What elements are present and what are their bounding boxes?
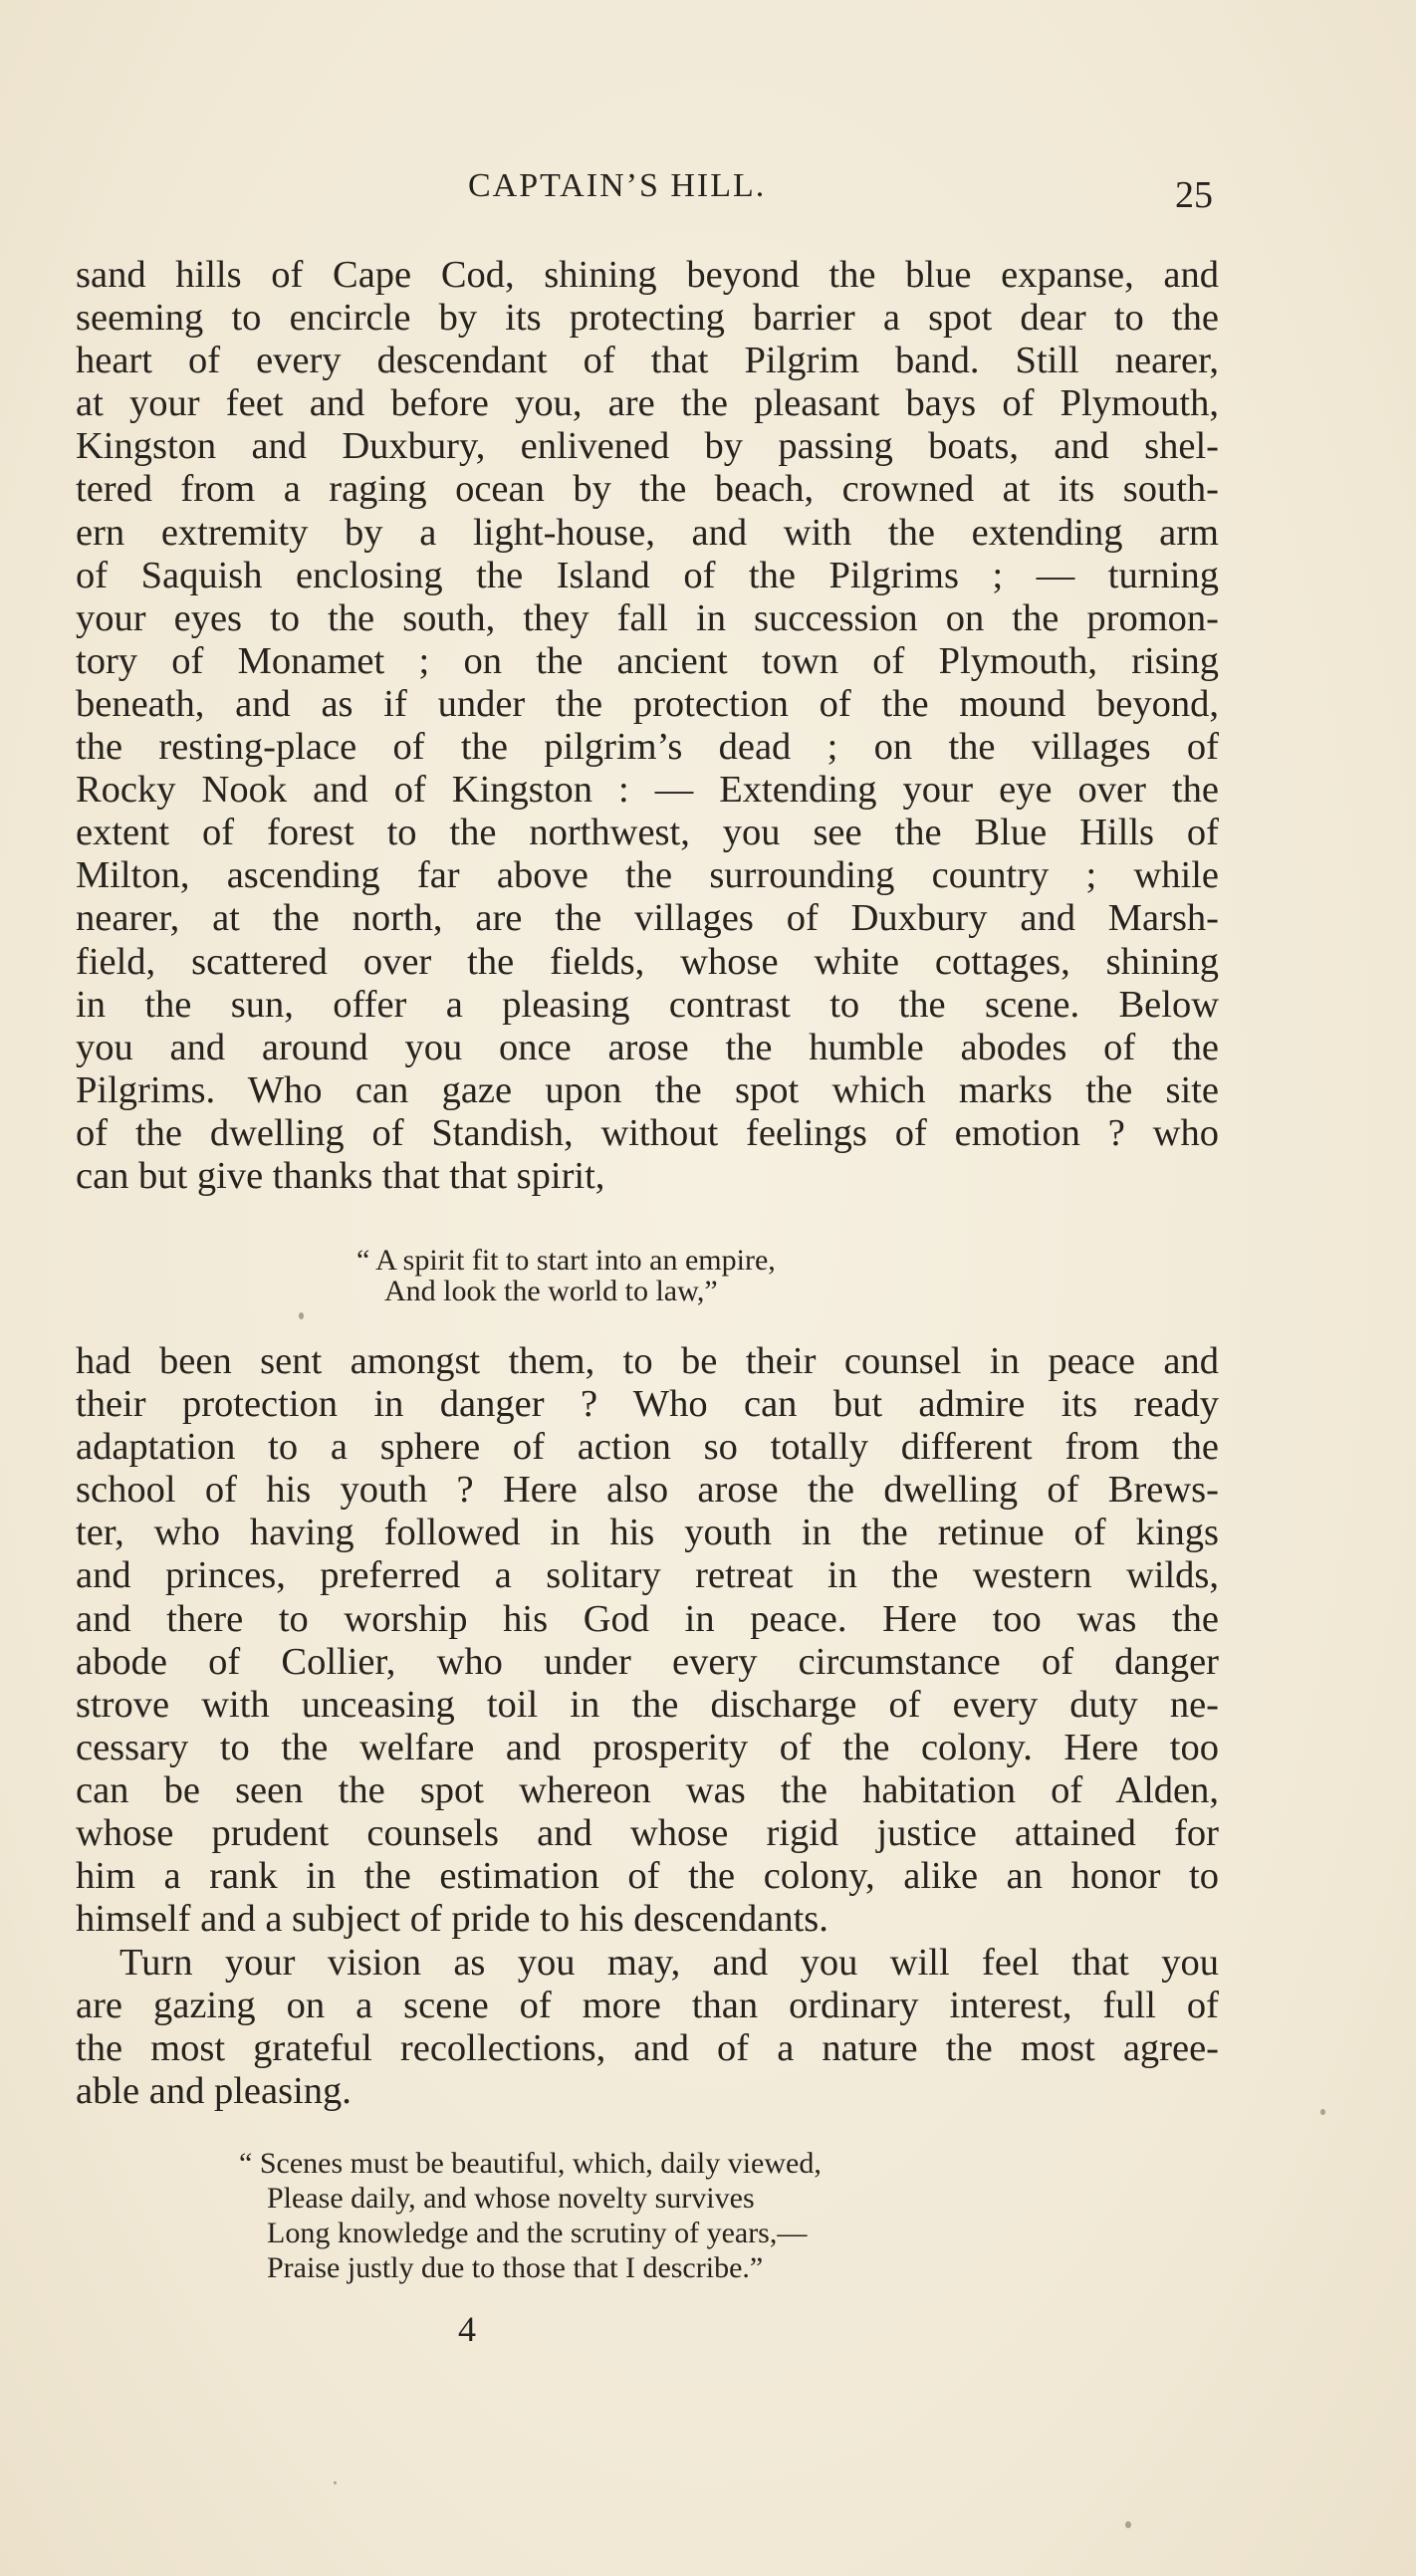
text-line: sand hills of Cape Cod, shining beyond the blue expanse, and — [76, 254, 1219, 296]
verse-quote-2 — [239, 2146, 822, 2285]
text-line: Kingston and Duxbury, enlivened by passing boats, and shel- — [76, 425, 1219, 468]
text-line: himself and a subject of pride to his descendants. — [76, 1898, 828, 1941]
text-line: Rocky Nook and of Kingston : — Extending your eye over the — [76, 769, 1219, 812]
text-line: in the sun, offer a pleasing contrast to the scene. Below — [76, 983, 1219, 1026]
text-line: ter, who having followed in his youth in the retinue of kings — [76, 1512, 1219, 1554]
paper-speck — [1125, 2521, 1131, 2528]
text-line: ern extremity by a light-house, and with the extending arm — [76, 511, 1219, 554]
running-head-title: CAPTAIN’S HILL. — [468, 167, 767, 204]
verse-line: And look the world to law,” — [384, 1275, 718, 1307]
text-line: beneath, and as if under the protection of the mound beyond, — [76, 682, 1219, 725]
text-line: had been sent amongst them, to be their counsel in peace and — [76, 1340, 1219, 1382]
text-line: him a rank in the estimation of the colony, alike an honor to — [76, 1855, 1219, 1898]
text-line: tered from a raging ocean by the beach, crowned at its south- — [76, 468, 1219, 511]
text-line: tory of Monamet ; on the ancient town of Plymouth, rising — [76, 639, 1219, 682]
verse-line: “ Scenes must be beautiful, which, daily viewed, — [239, 2147, 822, 2180]
text-line: abode of Collier, who under every circumstance of danger — [76, 1640, 1219, 1683]
text-line: and there to worship his God in peace. Here too was the — [76, 1597, 1219, 1640]
text-line: your eyes to the south, they fall in succession on the promon- — [76, 596, 1219, 639]
text-line: Milton, ascending far above the surrounding country ; while — [76, 854, 1219, 897]
text-line: can but give thanks that that spirit, — [76, 1154, 605, 1197]
paragraph-1 — [76, 254, 1219, 1198]
paper-speck — [1320, 2109, 1325, 2115]
text-line: the resting-place of the pilgrim’s dead ; on the villages of — [76, 726, 1219, 769]
text-line: Pilgrims. Who can gaze upon the spot which marks the site — [76, 1068, 1219, 1111]
paragraph-3 — [76, 1942, 1219, 2113]
text-line: you and around you once arose the humble abodes of the — [76, 1026, 1219, 1068]
text-line: of Saquish enclosing the Island of the Pilgrims ; — turning — [76, 554, 1219, 596]
text-line: and princes, preferred a solitary retreat in the western wilds, — [76, 1554, 1219, 1597]
text-line: Turn your vision as you may, and you will feel that you — [119, 1942, 1219, 1984]
text-line: the most grateful recollections, and of a nature the most agree- — [76, 2027, 1219, 2070]
text-line: of the dwelling of Standish, without feelings of emotion ? who — [76, 1111, 1219, 1154]
verse-line: Long knowledge and the scrutiny of years,— — [267, 2217, 808, 2249]
text-line: heart of every descendant of that Pilgrim band. Still nearer, — [76, 340, 1219, 382]
verse-line: Praise justly due to those that I describe.” — [267, 2251, 764, 2284]
text-line: their protection in danger ? Who can but admire its ready — [76, 1383, 1219, 1426]
running-head — [0, 167, 1416, 217]
signature-mark: 4 — [458, 2309, 476, 2349]
text-line: whose prudent counsels and whose rigid justice attained for — [76, 1812, 1219, 1855]
text-line: able and pleasing. — [76, 2070, 352, 2113]
text-line: school of his youth ? Here also arose the dwelling of Brews- — [76, 1469, 1219, 1512]
text-line: strove with unceasing toil in the discharge of every duty ne- — [76, 1683, 1219, 1726]
verse-line: Please daily, and whose novelty survives — [267, 2182, 755, 2215]
text-line: extent of forest to the northwest, you see the Blue Hills of — [76, 812, 1219, 854]
paper-speck — [299, 1312, 304, 1319]
paragraph-2 — [76, 1340, 1219, 1941]
text-line: at your feet and before you, are the pleasant bays of Plymouth, — [76, 382, 1219, 425]
verse-line: “ A spirit fit to start into an empire, — [356, 1244, 776, 1277]
verse-quote-1 — [356, 1245, 776, 1306]
text-line: seeming to encircle by its protecting barrier a spot dear to the — [76, 297, 1219, 340]
text-line: field, scattered over the fields, whose white cottages, shining — [76, 940, 1219, 983]
text-line: nearer, at the north, are the villages of Duxbury and Marsh- — [76, 897, 1219, 940]
text-line: adaptation to a sphere of action so totally different from the — [76, 1426, 1219, 1469]
paper-speck — [334, 2481, 337, 2484]
page-number: 25 — [1175, 174, 1213, 216]
text-line: cessary to the welfare and prosperity of the colony. Here too — [76, 1726, 1219, 1768]
text-line: can be seen the spot whereon was the habitation of Alden, — [76, 1768, 1219, 1811]
text-line: are gazing on a scene of more than ordinary interest, full of — [76, 1985, 1219, 2027]
